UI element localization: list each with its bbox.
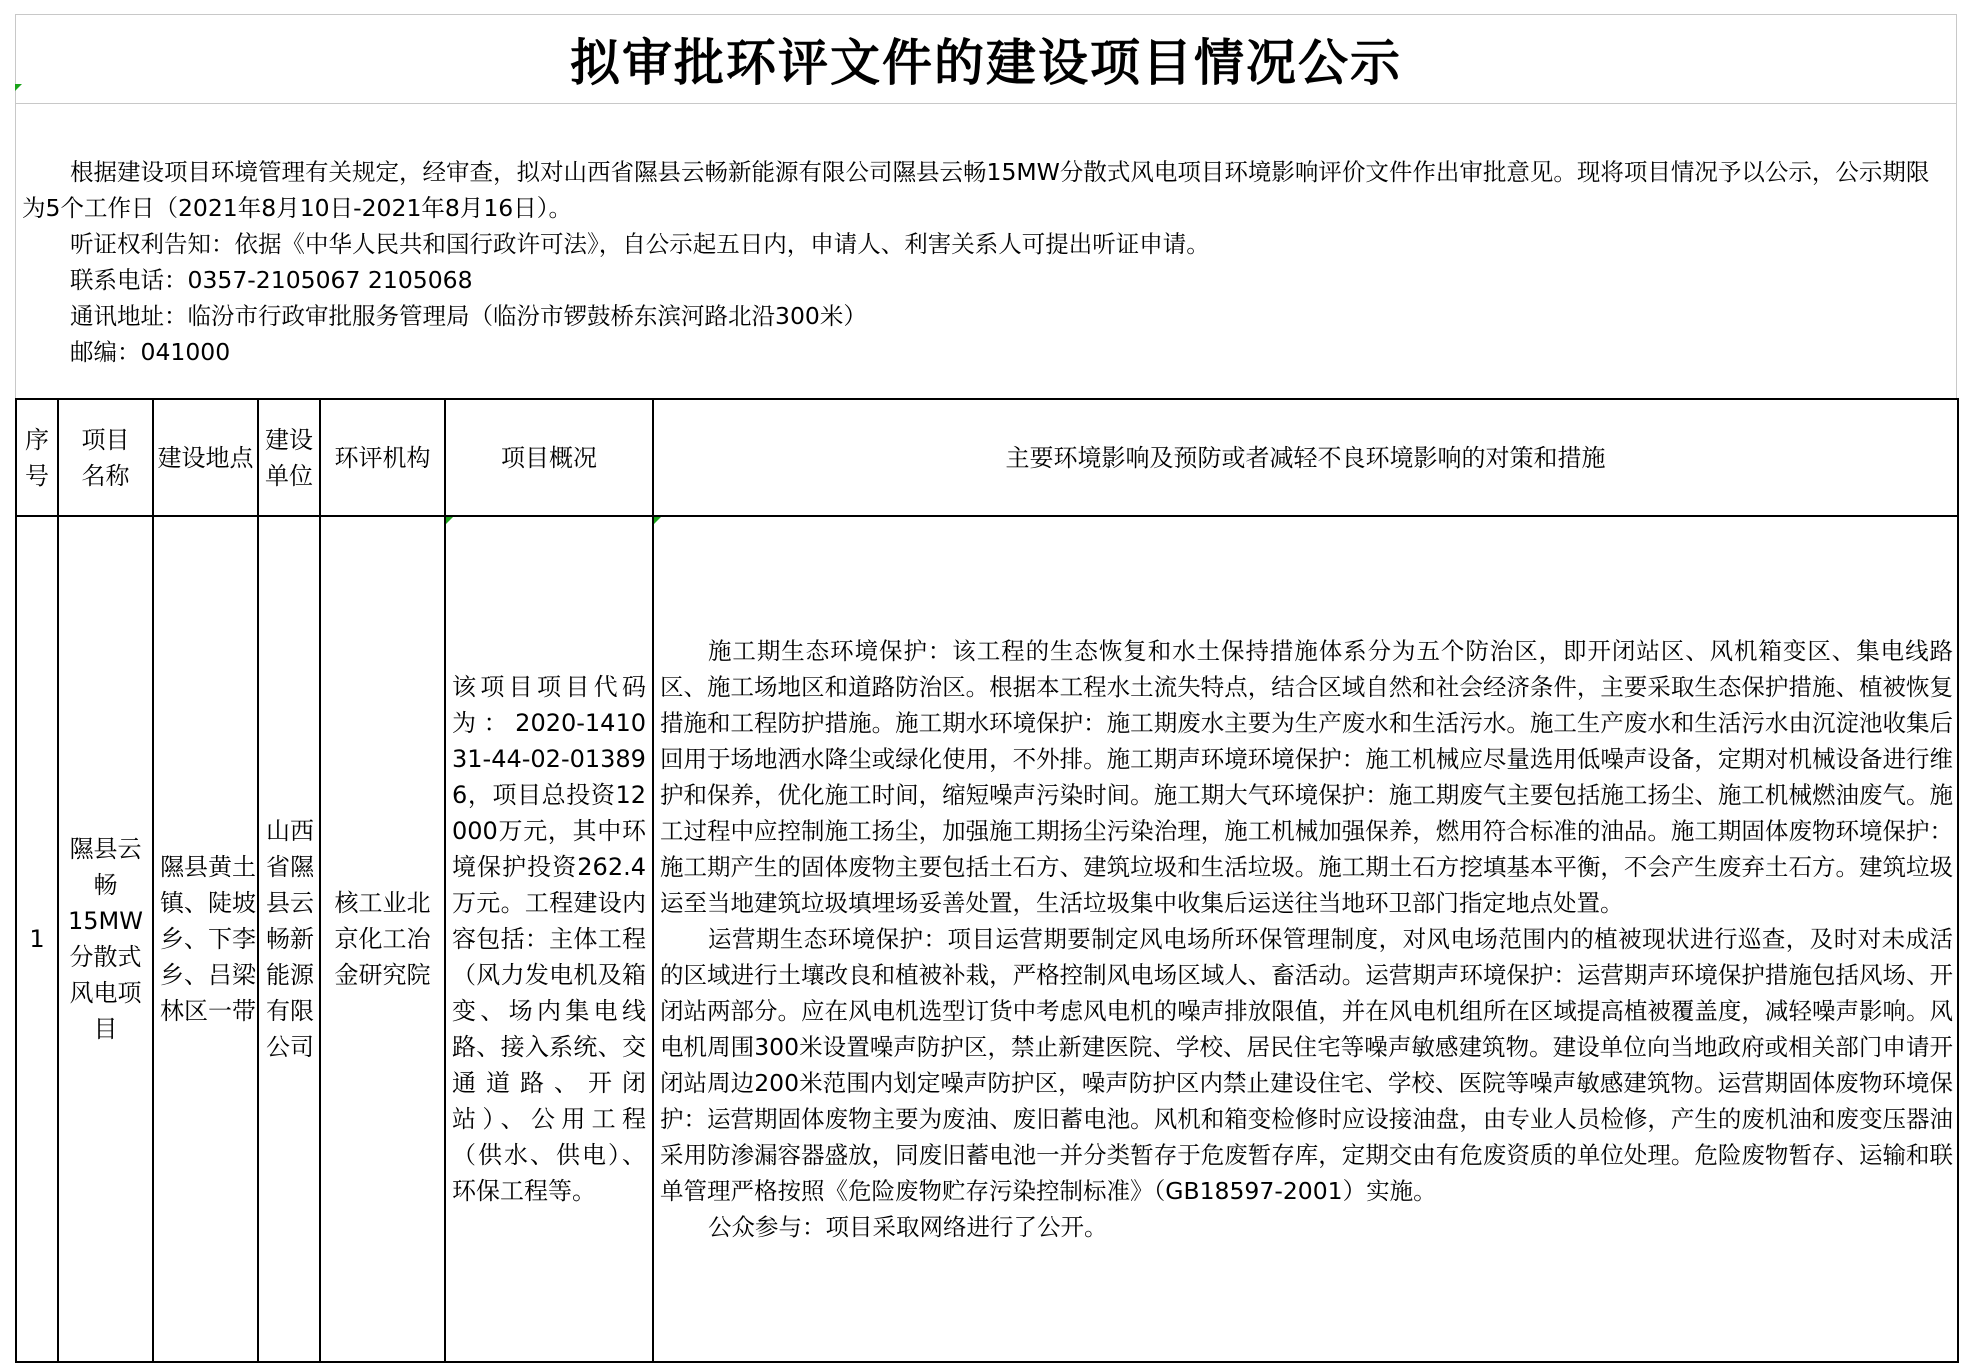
notice-phone: 联系电话：0357-2105067 2105068 — [70, 266, 473, 294]
cell-summary: 该项目项目代码为：2020-141031-44-02-013896，项目总投资12000万元，其中环境保护投资262.4万元。工程建设内容包括：主体工程（风力发电机及箱变、场内集电线路、接入系统、交通道路、开闭站）、公用工程（供水、供电）、环保工程等。 — [445, 516, 653, 1362]
cell-name: 隰县云畅15MW分散式风电项目 — [58, 516, 153, 1362]
header-summary: 项目概况 — [445, 399, 653, 516]
cell-measures — [653, 516, 1958, 1362]
header-agency: 环评机构 — [320, 399, 445, 516]
cell-agency: 核工业北京化工冶金研究院 — [320, 516, 445, 1362]
notice-cell — [15, 104, 1957, 398]
measures-construction: 施工期生态环境保护：该工程的生态恢复和水土保持措施体系分为五个防治区，即开闭站区、风机箱变区、集电线路区、施工场地区和道路防治区。根据本工程水土流失特点，结合区域自然和社会经济条件，主要采取生态保护措施、植被恢复措施和工程防护措施。施工期水环境保护：施工期废水主要为生产废水和生活污水。施工生产废水和生活污水由沉淀池收集后回用于场地洒水降尘或绿化使用，不外排。施工期声环境环境保护：施工机械应尽量选用低噪声设备，定期对机械设备进行维护和保养，优化施工时间，缩短噪声污染时间。施工期大气环境保护：施工期废气主要包括施工扬尘、施工机械燃油废气。施工过程中应控制施工扬尘，加强施工期扬尘污染治理，施工机械加强保养，燃用符合标准的油品。施工期固体废物环境保护：施工期产生的固体废物主要包括土石方、建筑垃圾和生活垃圾。施工期土石方挖填基本平衡，不会产生废弃土石方。建筑垃圾运至当地建筑垃圾填埋场妥善处置，生活垃圾集中收集后运送往当地环卫部门指定地点处置。 — [660, 637, 1953, 917]
title-cell — [15, 14, 1957, 104]
header-location: 建设地点 — [153, 399, 258, 516]
cell-unit: 山西省隰县云畅新能源有限公司 — [258, 516, 320, 1362]
cell-comment-marker — [15, 84, 22, 91]
measures-public: 公众参与：项目采取网络进行了公开。 — [708, 1213, 1108, 1241]
notice-postcode: 邮编：041000 — [70, 338, 231, 366]
project-table — [15, 398, 1959, 1363]
header-unit: 建设单位 — [258, 399, 320, 516]
notice-address: 通讯地址：临汾市行政审批服务管理局（临汾市锣鼓桥东滨河路北沿300米） — [70, 302, 867, 330]
header-no: 序号 — [16, 399, 58, 516]
cell-no: 1 — [16, 516, 58, 1362]
page-title: 拟审批环评文件的建设项目情况公示 — [570, 33, 1402, 92]
table-row — [16, 516, 1958, 1362]
cell-location: 隰县黄土镇、陡坡乡、下李乡、吕梁林区一带 — [153, 516, 258, 1362]
header-name: 项目名称 — [58, 399, 153, 516]
measures-operation: 运营期生态环境保护：项目运营期要制定风电场所环保管理制度，对风电场范围内的植被现状进行巡查，及时对未成活的区域进行土壤改良和植被补栽，严格控制风电场区域人、畜活动。运营期声环境保护：运营期声环境保护措施包括风场、开闭站两部分。应在风电机选型订货中考虑风电机的噪声排放限值，并在风电机组所在区域提高植被覆盖度，减轻噪声影响。风电机周围300米设置噪声防护区，禁止新建医院、学校、居民住宅等噪声敏感建筑物。建设单位向当地政府或相关部门申请开闭站周边200米范围内划定噪声防护区，噪声防护区内禁止建设住宅、学校、医院等噪声敏感建筑物。运营期固体废物环境保护：运营期固体废物主要为废油、废旧蓄电池。风机和箱变检修时应设接油盘，由专业人员检修，产生的废机油和废变压器油采用防渗漏容器盛放，同废旧蓄电池一并分类暂存于危废暂存库，定期交由有危废资质的单位处理。危险废物暂存、运输和联单管理严格按照《危险废物贮存污染控制标准》（GB18597-2001）实施。 — [660, 925, 1953, 1205]
cell-comment-marker — [446, 517, 453, 524]
spreadsheet-page — [15, 14, 1957, 1347]
notice-hearing: 听证权利告知：依据《中华人民共和国行政许可法》，自公示起五日内，申请人、利害关系人可提出听证申请。 — [70, 230, 1210, 258]
notice-intro: 根据建设项目环境管理有关规定，经审查，拟对山西省隰县云畅新能源有限公司隰县云畅15MW分散式风电项目环境影响评价文件作出审批意见。现将项目情况予以公示，公示期限为5个工作日（2021年8月10日-2021年8月16日）。 — [22, 158, 1930, 222]
table-header-row — [16, 399, 1958, 516]
notice-text — [22, 154, 1950, 370]
cell-comment-marker — [654, 517, 661, 524]
header-measures: 主要环境影响及预防或者减轻不良环境影响的对策和措施 — [653, 399, 1958, 516]
